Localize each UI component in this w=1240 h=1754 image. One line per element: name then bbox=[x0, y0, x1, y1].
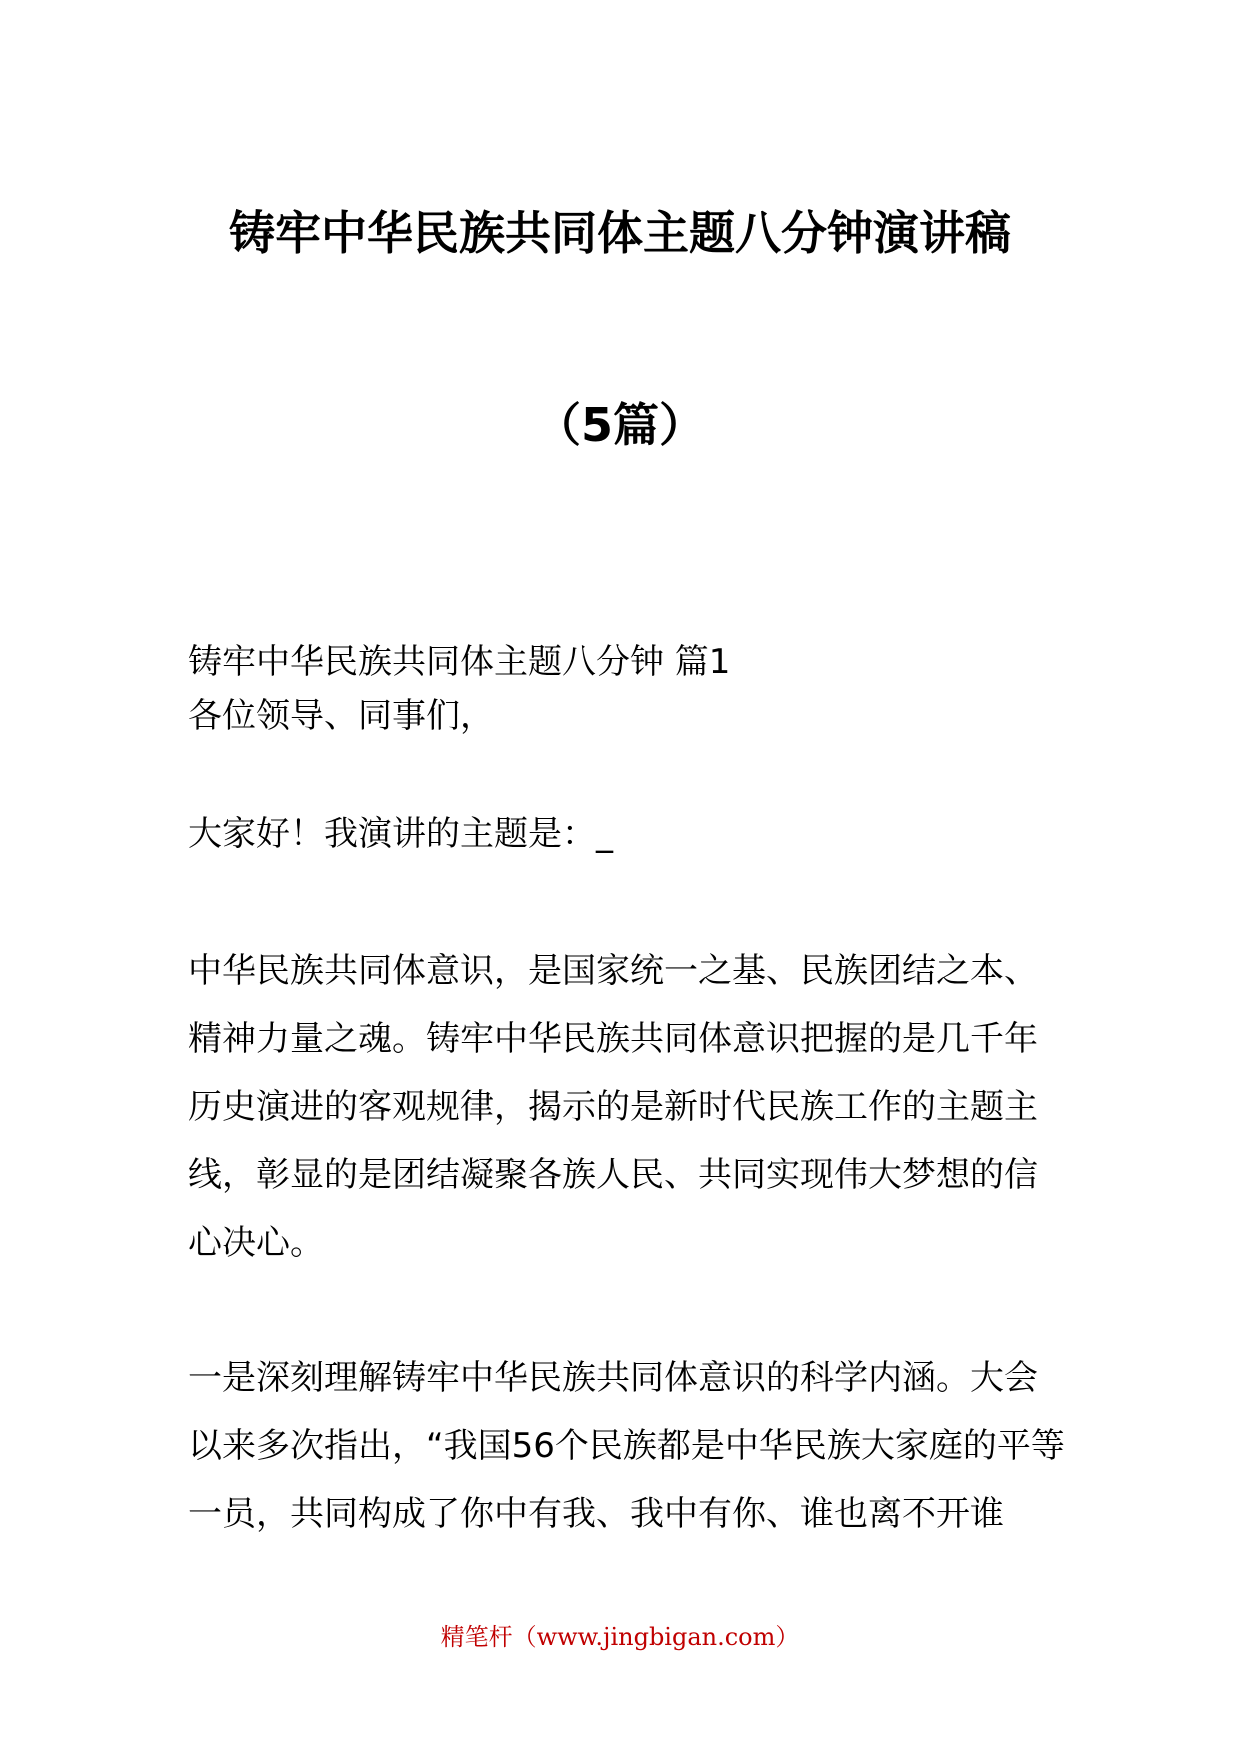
greeting: 大家好！我演讲的主题是：_ bbox=[188, 814, 613, 854]
section-heading: 铸牢中华民族共同体主题八分钟 篇1 bbox=[188, 642, 731, 682]
document-subtitle: （5篇） bbox=[534, 398, 705, 452]
paragraph-1: 中华民族共同体意识，是国家统一之基、民族团结之本、精神力量之魂。铸牢中华民族共同体意识把握的是几千年历史演进的客观规律，揭示的是新时代民族工作的主题主线，彰显的是团结凝聚各族人民、共同实现伟大梦想的信心决心。 bbox=[188, 951, 1038, 1263]
footer-watermark: 精笔杆（www.jingbigan.com） bbox=[440, 1623, 800, 1651]
document-title: 铸牢中华民族共同体主题八分钟演讲稿 bbox=[229, 206, 1011, 260]
paragraph-2: 一是深刻理解铸牢中华民族共同体意识的科学内涵。大会以来多次指出，“我国56个民族都是中华民族大家庭的平等一员，共同构成了你中有我、我中有你、谁也离不开谁 bbox=[188, 1358, 1065, 1534]
salutation: 各位领导、同事们， bbox=[188, 696, 494, 736]
